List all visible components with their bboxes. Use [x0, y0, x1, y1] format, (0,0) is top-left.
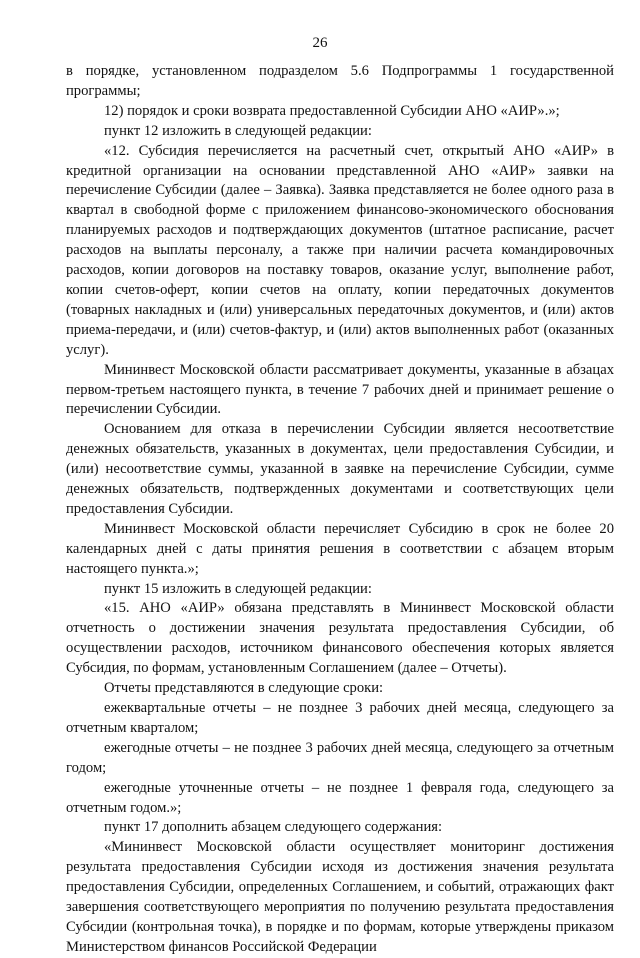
paragraph-point-15-text: «15. АНО «АИР» обязана представлять в Мининвест Московской области отчетность о достижении значения результата предоставления Субсидии, об осуществлении расходов, источником финансового обеспечения которых является Субсидия, по формам, установленным Соглашением (далее – Отчеты). [66, 600, 614, 677]
paragraph-quarterly-reports: ежеквартальные отчеты – не позднее 3 рабочих дней месяца, следующего за отчетным кварталом; [66, 700, 614, 736]
paragraph-amend-point-15: пункт 15 изложить в следующей редакции: [104, 580, 372, 597]
paragraph-annual-reports: ежегодные отчеты – не позднее 3 рабочих дней месяца, следующего за отчетным годом; [66, 739, 614, 776]
paragraph-refusal-grounds: Основанием для отказа в перечислении Субсидии является несоответствие денежных обязательств, указанных в документах, цели предоставления Субсидии, и (или) несоответствие суммы, указанной в заявке на перечисление Субсидии, сумме денежных обязательств, подтвержденных документами и соответствующих цели предоставления Субсидии. [66, 421, 614, 517]
paragraph-monitoring: «Мининвест Московской области осуществляет мониторинг достижения результата предоставления Субсидии исходя из достижения значения результата предоставления Субсидии, определенных Соглашением, и событий, отражающих факт завершения соответствующего мероприятия по получению результата предоставления Субсидии (контрольная точка), в порядке и по формам, которые утверждены приказом Министерством финансов Российской Федерации [66, 839, 614, 955]
page-number: 26 [312, 35, 328, 51]
paragraph-point-12-text: «12. Субсидия перечисляется на расчетный счет, открытый АНО «АИР» в кредитной организации на основании представленной АНО «АИР» заявки на перечисление Субсидии (далее – Заявка). Заявка представляется не более одного раза в квартал в свободной форме с приложением финансово-экономического обоснования планируемых расходов и подтверждающих документов (штатное расписание, расчет расходов на выплаты персоналу, а также при наличии расчета командировочных расходов, копии договоров на поставку товаров, оказание услуг, выполнение работ, копии счетов-оферт, копии счетов на оплату, копии передаточных документов (товарных накладных и (или) универсальных передаточных документов, и (или) актов приема-передачи, и (или) счетов-фактур, и (или) актов выполненных работ (оказанных услуг). [66, 142, 614, 358]
paragraph-reports-terms: Отчеты представляются в следующие сроки: [104, 680, 384, 697]
paragraph-item-12: 12) порядок и сроки возврата предоставленной Субсидии АНО «АИР».»; [104, 102, 560, 119]
paragraph-amend-point-12: пункт 12 изложить в следующей редакции: [104, 122, 372, 139]
document-body [66, 62, 614, 958]
paragraph-continuation: в порядке, установленном подразделом 5.6 Подпрограммы 1 государственной программы; [66, 63, 614, 99]
paragraph-review-documents: Мининвест Московской области рассматривает документы, указанные в абзацах первом-третьем настоящего пункта, в течение 7 рабочих дней и принимает решение о перечислении Субсидии. [66, 361, 614, 418]
paragraph-annual-updated-reports: ежегодные уточненные отчеты – не позднее 1 февраля года, следующего за отчетным годом.»; [66, 779, 614, 816]
paragraph-amend-point-17: пункт 17 дополнить абзацем следующего содержания: [104, 819, 443, 836]
paragraph-transfer-term: Мининвест Московской области перечисляет Субсидию в срок не более 20 календарных дней с даты принятия решения в соответствии с абзацем вторым настоящего пункта.»; [66, 520, 614, 577]
